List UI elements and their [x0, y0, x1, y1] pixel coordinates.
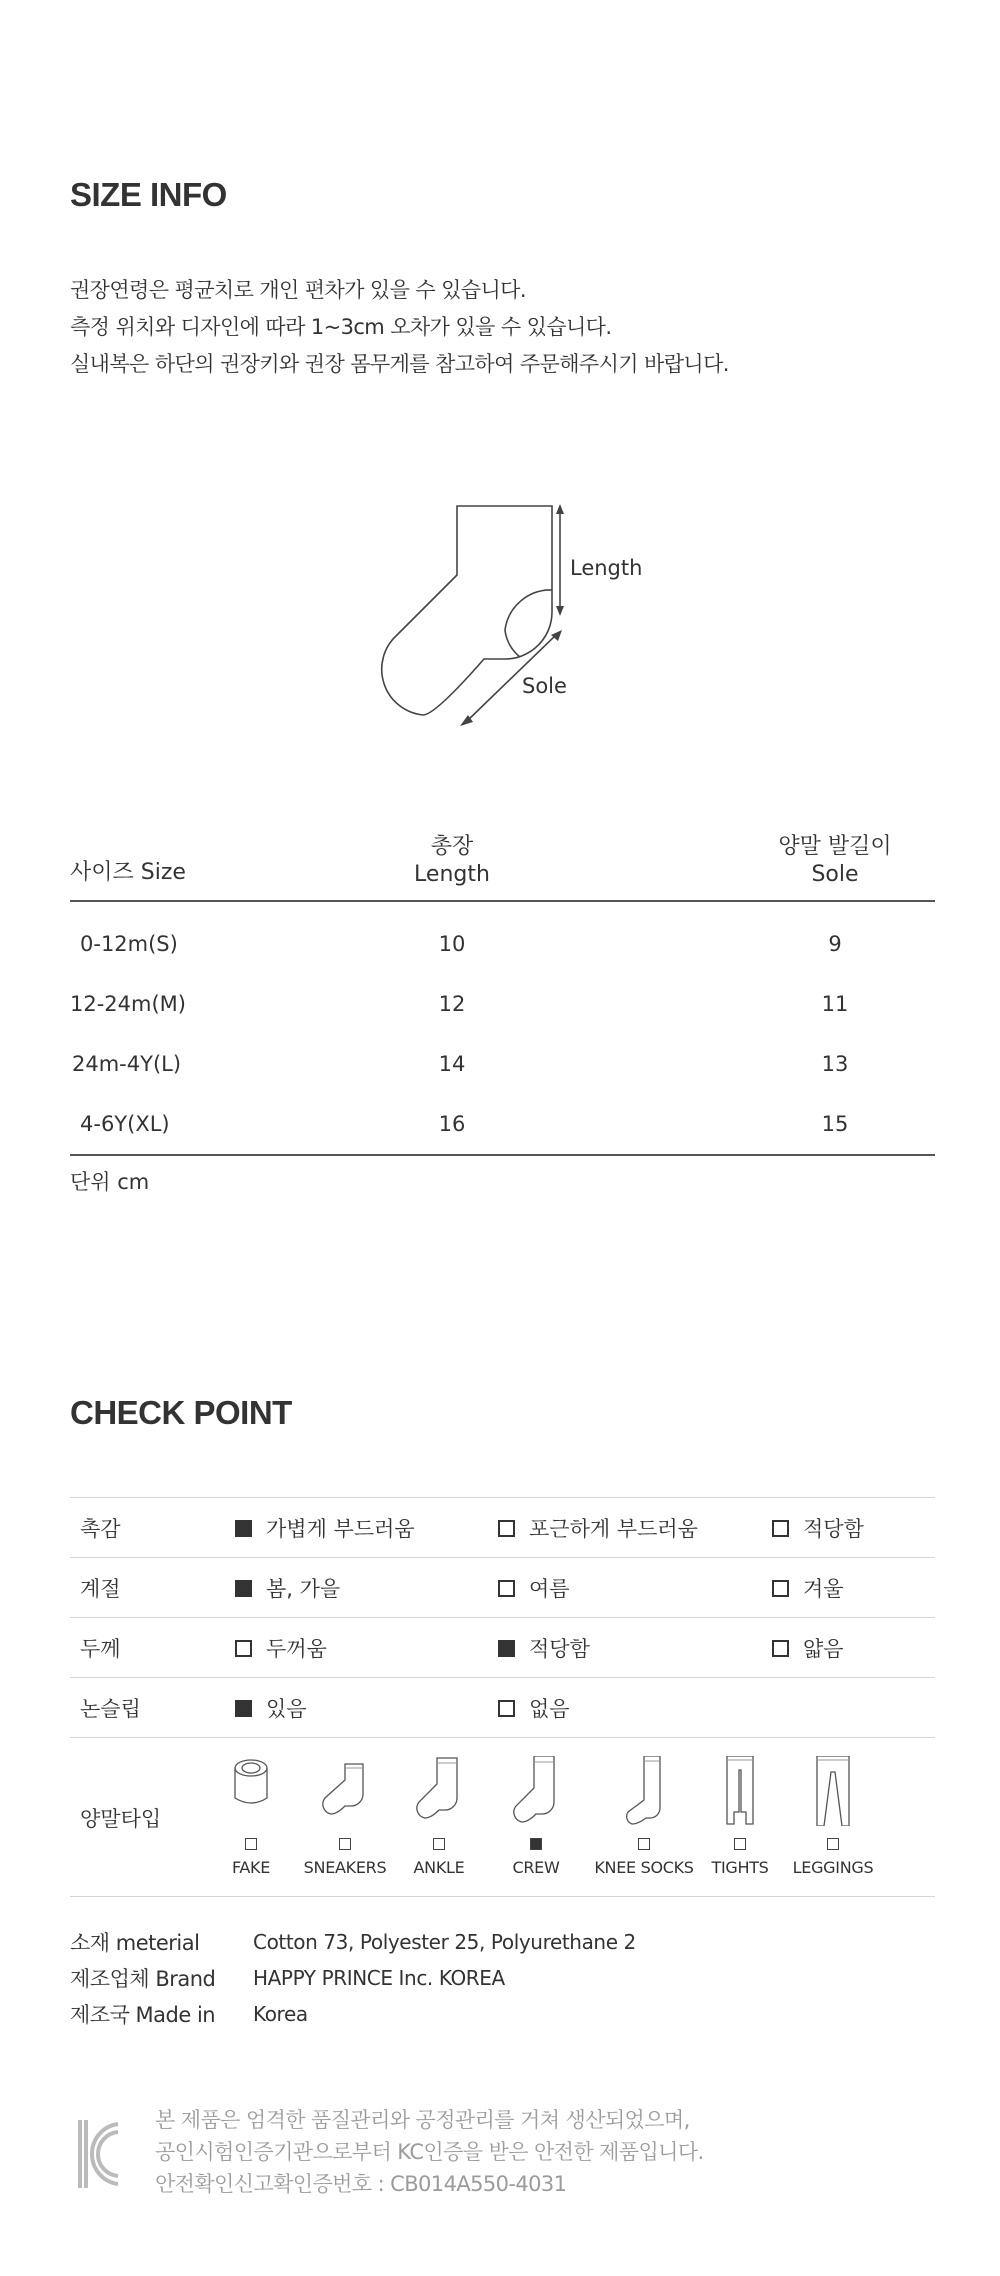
- length-cell: 10: [438, 932, 466, 956]
- brand-value: HAPPY PRINCE Inc. KOREA: [253, 1966, 505, 1990]
- size-row: [70, 1034, 935, 1094]
- size-row: [70, 974, 935, 1034]
- length-cell: 12: [438, 992, 466, 1016]
- cp-option: 겨울: [772, 1558, 844, 1618]
- crew-sock-icon: [506, 1756, 566, 1826]
- leggings-icon: [803, 1756, 863, 1826]
- note-line: 측정 위치와 디자인에 따라 1~3cm 오차가 있을 수 있습니다.: [70, 315, 612, 339]
- checkbox-empty: [498, 1580, 515, 1597]
- size-cell: 4-6Y(XL): [80, 1112, 170, 1136]
- check-point-title: CHECK POINT: [70, 1394, 292, 1431]
- cp-option: 적당함: [772, 1498, 864, 1558]
- length-cell: 16: [438, 1112, 466, 1136]
- checkbox-empty: [772, 1520, 789, 1537]
- sock-type-ankle: [389, 1756, 489, 1878]
- checkbox-empty: [772, 1640, 789, 1657]
- size-cell: 12-24m(M): [70, 992, 186, 1016]
- unit-label: 단위 cm: [70, 1170, 150, 1194]
- tights-icon: [710, 1756, 770, 1826]
- checkbox-empty: [772, 1580, 789, 1597]
- checkbox-checked: [235, 1520, 252, 1537]
- cp-row-texture: [70, 1497, 935, 1557]
- checkbox-checked: [530, 1838, 542, 1850]
- sole-cell: 11: [821, 992, 849, 1016]
- kc-line: 안전확인신고확인증번호 : CB014A550-4031: [155, 2172, 567, 2196]
- sock-type-name: ANKLE: [413, 1858, 465, 1877]
- cp-option: 있음: [235, 1678, 307, 1738]
- origin-value: Korea: [253, 2002, 308, 2026]
- sock-type-name: SNEAKERS: [303, 1858, 387, 1877]
- note-line: 권장연령은 평균치로 개인 편차가 있을 수 있습니다.: [70, 278, 526, 302]
- sneakers-sock-icon: [315, 1756, 375, 1826]
- size-notes: [70, 272, 729, 383]
- length-label: Length: [570, 556, 643, 580]
- sock-type-leggings: [783, 1756, 883, 1878]
- checkbox-empty: [498, 1700, 515, 1717]
- cp-row-season: [70, 1557, 935, 1617]
- cp-row-sock-type: [70, 1737, 935, 1897]
- note-line: 실내복은 하단의 권장키와 권장 몸무게를 참고하여 주문해주시기 바랍니다.: [70, 352, 729, 376]
- origin-key: 제조국 Made in: [70, 2003, 216, 2027]
- sock-type-name: TIGHTS: [711, 1858, 769, 1877]
- origin-row: [70, 1996, 308, 2032]
- brand-key: 제조업체 Brand: [70, 1967, 216, 1991]
- cp-option: 적당함: [498, 1618, 590, 1678]
- sock-type-name: LEGGINGS: [792, 1858, 874, 1877]
- checkbox-checked: [498, 1640, 515, 1657]
- checkbox-checked: [235, 1580, 252, 1597]
- material-row: [70, 1924, 636, 1960]
- size-cell: 0-12m(S): [80, 932, 178, 956]
- knee-sock-icon: [614, 1756, 674, 1826]
- size-header: 사이즈 Size: [70, 860, 186, 885]
- length-cell: 14: [438, 1052, 466, 1076]
- cp-option: 가볍게 부드러움: [235, 1498, 415, 1558]
- sock-type-name: FAKE: [231, 1858, 271, 1877]
- material-value: Cotton 73, Polyester 25, Polyurethane 2: [253, 1930, 636, 1954]
- cp-option: 여름: [498, 1558, 570, 1618]
- sock-type-sneakers: [295, 1756, 395, 1878]
- sock-type-name: KNEE SOCKS: [594, 1858, 694, 1877]
- material-key: 소재 meterial: [70, 1931, 200, 1955]
- sole-label: Sole: [522, 674, 567, 698]
- fake-sock-icon: [221, 1756, 281, 1826]
- size-cell: 24m-4Y(L): [72, 1052, 182, 1076]
- checkbox-empty: [245, 1838, 257, 1850]
- checkbox-empty: [827, 1838, 839, 1850]
- cp-label: 계절: [80, 1577, 121, 1601]
- size-row: [70, 1094, 935, 1154]
- cp-row-thickness: [70, 1617, 935, 1677]
- length-header: 총장 Length: [414, 834, 490, 887]
- cp-label: 논슬립: [80, 1697, 141, 1721]
- sole-cell: 9: [828, 932, 842, 956]
- cp-label: 양말타입: [80, 1807, 162, 1831]
- sock-type-crew: [486, 1756, 586, 1878]
- sock-type-tights: [690, 1756, 790, 1878]
- cp-option: 얇음: [772, 1618, 844, 1678]
- size-table-bottom-rule: [70, 1154, 935, 1166]
- cp-option: 없음: [498, 1678, 570, 1738]
- checkbox-empty: [498, 1520, 515, 1537]
- sock-type-fake: [201, 1756, 301, 1878]
- sock-type-name: CREW: [512, 1858, 560, 1877]
- sock-type-knee: [589, 1756, 699, 1878]
- checkbox-checked: [235, 1700, 252, 1717]
- kc-line: 본 제품은 엄격한 품질관리와 공정관리를 거쳐 생산되었으며,: [155, 2108, 690, 2132]
- checkbox-empty: [433, 1838, 445, 1850]
- sole-cell: 13: [821, 1052, 849, 1076]
- size-info-title: SIZE INFO: [70, 176, 227, 213]
- checkbox-empty: [235, 1640, 252, 1657]
- sole-cell: 15: [821, 1112, 849, 1136]
- checkbox-empty: [734, 1838, 746, 1850]
- cp-option: 포근하게 부드러움: [498, 1498, 698, 1558]
- sock-outline-icon: [380, 490, 660, 740]
- checkbox-empty: [638, 1838, 650, 1850]
- cp-option: 두꺼움: [235, 1618, 327, 1678]
- ankle-sock-icon: [409, 1756, 469, 1826]
- cp-label: 촉감: [80, 1517, 121, 1541]
- size-table: [70, 822, 935, 1196]
- checkbox-empty: [339, 1838, 351, 1850]
- size-table-header: [70, 822, 935, 902]
- check-point-table: [70, 1497, 935, 1897]
- kc-mark-icon: [72, 2118, 122, 2194]
- cp-option: 봄, 가을: [235, 1558, 340, 1618]
- sole-header: 양말 발길이 Sole: [778, 834, 892, 887]
- cp-row-nonslip: [70, 1677, 935, 1737]
- cp-label: 두께: [80, 1637, 121, 1661]
- kc-line: 공인시험인증기관으로부터 KC인증을 받은 안전한 제품입니다.: [155, 2140, 704, 2164]
- size-row: [70, 914, 935, 974]
- brand-row: [70, 1960, 505, 1996]
- sock-diagram: [380, 490, 660, 740]
- kc-text: [155, 2104, 704, 2200]
